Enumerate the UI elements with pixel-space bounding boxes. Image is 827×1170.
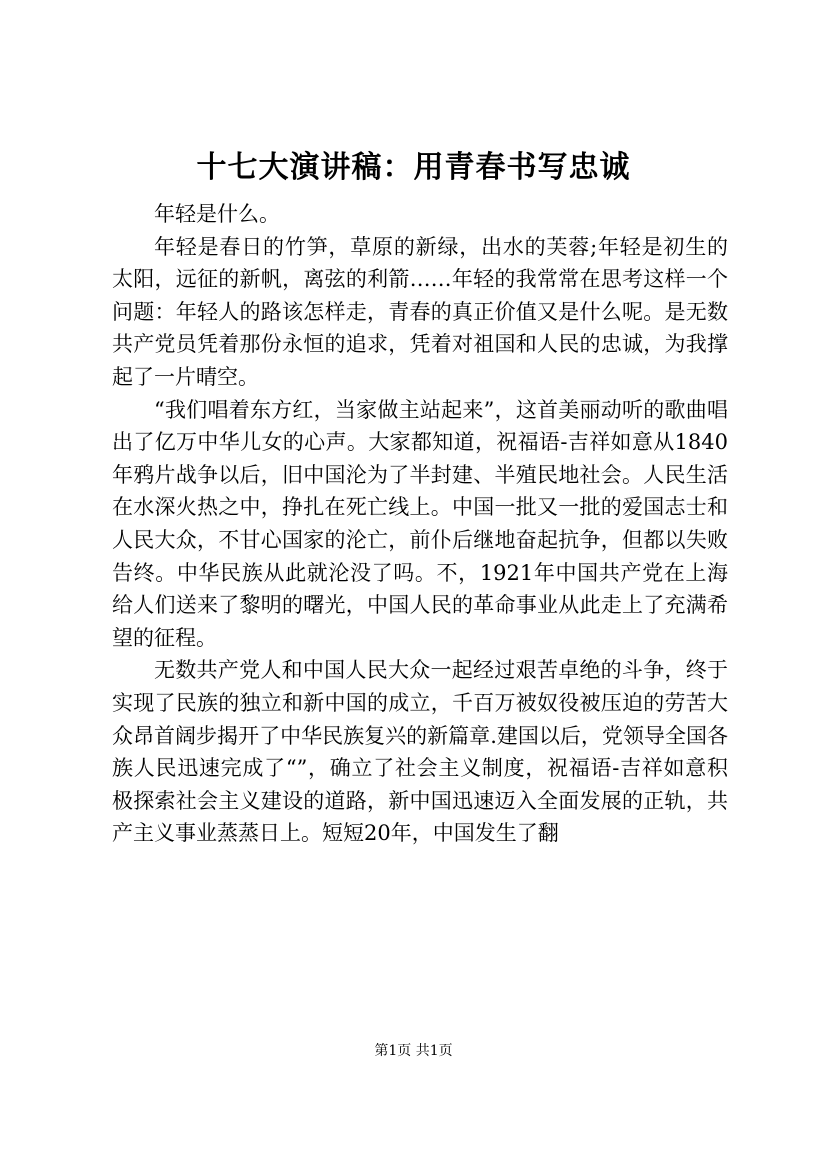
document-body: [112, 198, 728, 850]
paragraph: 年轻是春日的竹笋，草原的新绿，出水的芙蓉;年轻是初生的太阳，远征的新帆，离弦的利箭……年轻的我常常在思考这样一个问题：年轻人的路该怎样走，青春的真正价值又是什么呢。是无数共产党员凭着那份永恒的追求，凭着对祖国和人民的忠诚，为我撑起了一片晴空。: [112, 234, 728, 389]
paragraph: 无数共产党人和中国人民大众一起经过艰苦卓绝的斗争，终于实现了民族的独立和新中国的成立，千百万被奴役被压迫的劳苦大众昂首阔步揭开了中华民族复兴的新篇章.建国以后，党领导全国各族人民迅速完成了“”，确立了社会主义制度，祝福语-吉祥如意积极探索社会主义建设的道路，新中国迅速迈入全面发展的正轨，共产主义事业蒸蒸日上。短短20年，中国发生了翻: [112, 658, 728, 846]
page-number-footer: 第1页 共1页: [374, 1043, 453, 1059]
document-title: 十七大演讲稿：用青春书写忠诚: [196, 150, 631, 185]
paragraph: 年轻是什么。: [154, 202, 280, 226]
paragraph: “我们唱着东方红，当家做主站起来”，这首美丽动听的歌曲唱出了亿万中华儿女的心声。大家都知道，祝福语-吉祥如意从1840年鸦片战争以后，旧中国沦为了半封建、半殖民地社会。人民生活在水深火热之中，挣扎在死亡线上。中国一批又一批的爱国志士和人民大众，不甘心国家的沦亡，前仆后继地奋起抗争，但都以失败告终。中华民族从此就沦没了吗。不，1921年中国共产党在上海给人们送来了黎明的曙光，中国人民的革命事业从此走上了充满希望的征程。: [112, 397, 728, 650]
